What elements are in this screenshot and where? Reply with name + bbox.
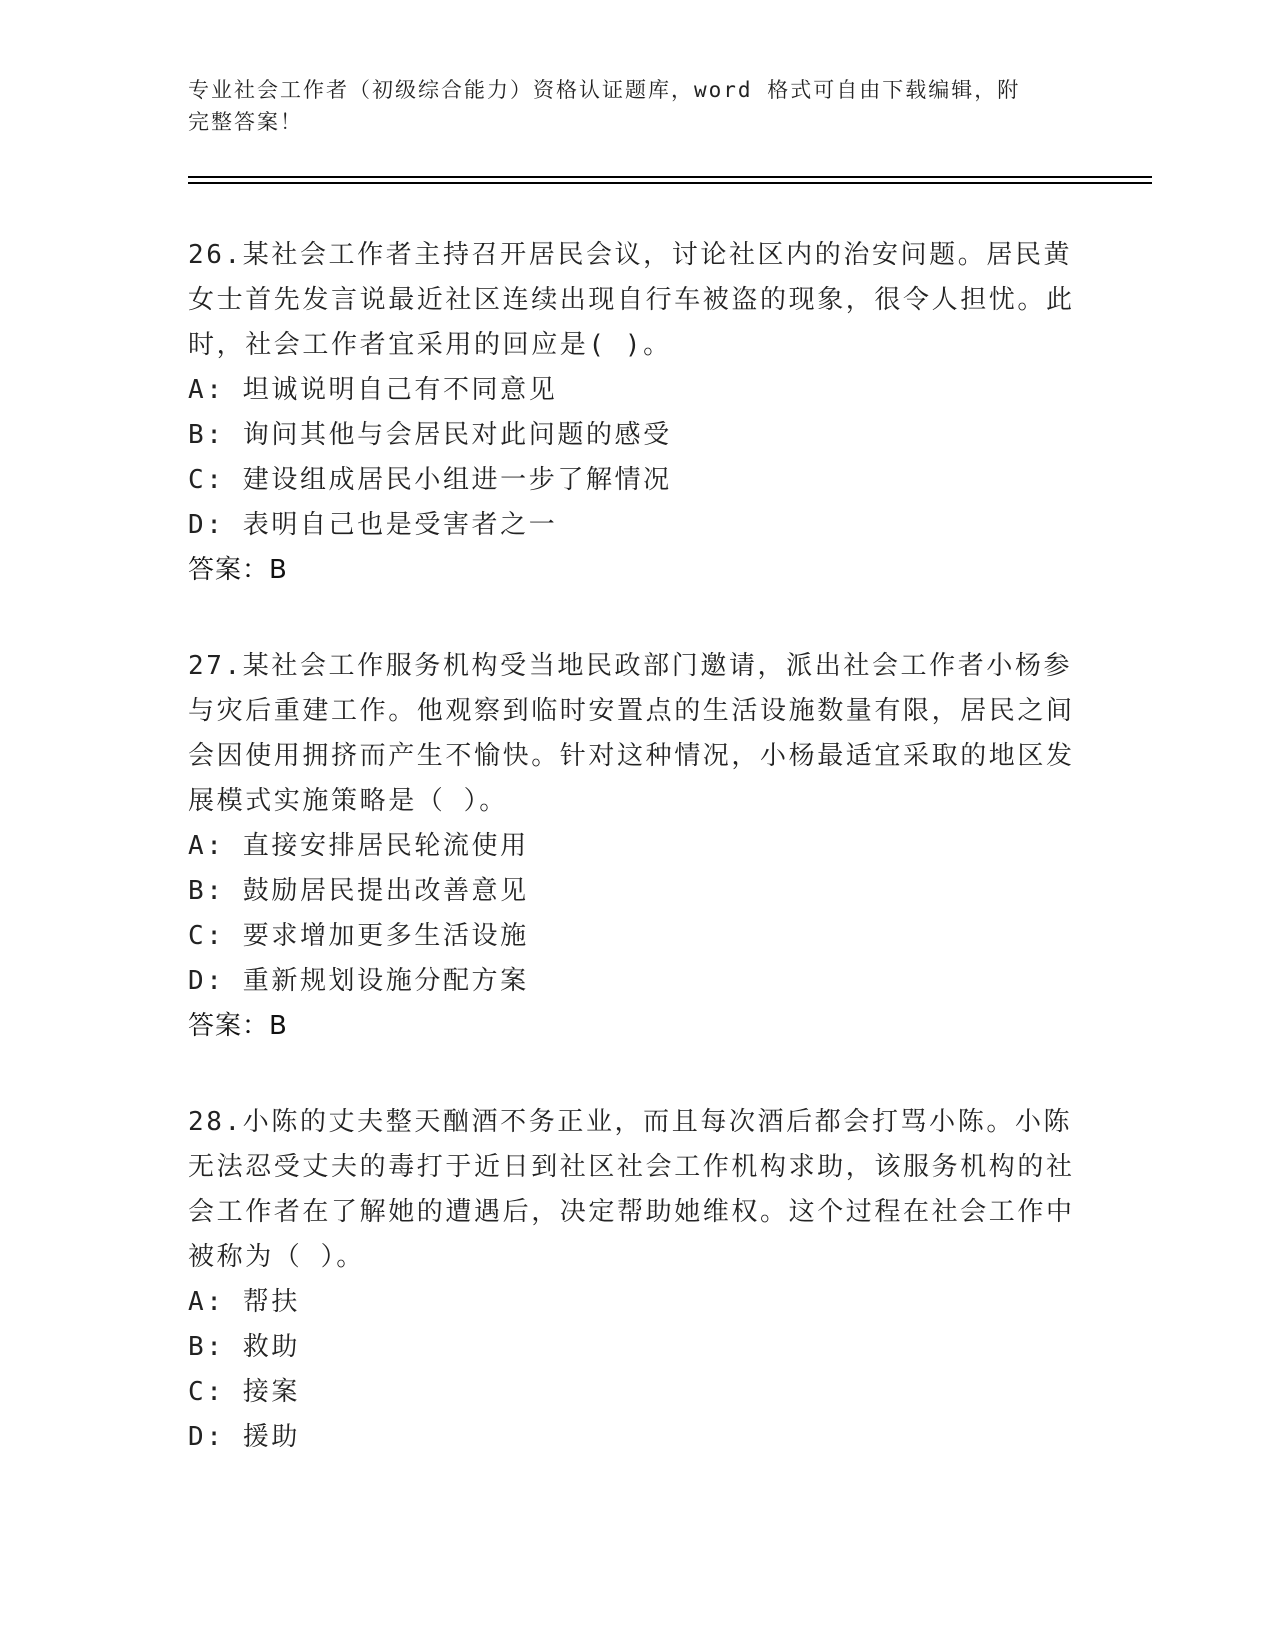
question-stem: 28.小陈的丈夫整天酗酒不务正业，而且每次酒后都会打骂小陈。小陈无法忍受丈夫的毒打于近日到社区社会工作机构求助，该服务机构的社会工作者在了解她的遭遇后，决定帮助她维权。这个过程在社会工作中被称为（ ）。 — [188, 1107, 1075, 1272]
option-a: A: 坦诚说明自己有不同意见 — [188, 375, 558, 405]
option-b: B: 鼓励居民提出改善意见 — [188, 876, 529, 906]
question-28 — [188, 1100, 1088, 1460]
option-d: D: 表明自己也是受害者之一 — [188, 510, 558, 540]
option-d: D: 重新规划设施分配方案 — [188, 966, 529, 996]
option-b: B: 询问其他与会居民对此问题的感受 — [188, 420, 672, 450]
header-divider-bottom — [188, 182, 1152, 184]
question-26 — [188, 233, 1088, 593]
header-divider-top — [188, 176, 1152, 178]
option-a: A: 帮扶 — [188, 1287, 300, 1317]
question-stem: 26.某社会工作者主持召开居民会议，讨论社区内的治安问题。居民黄女士首先发言说最近社区连续出现自行车被盗的现象，很令人担忧。此时，社会工作者宜采用的回应是( )。 — [188, 240, 1075, 360]
option-c: C: 建设组成居民小组进一步了解情况 — [188, 465, 672, 495]
option-c: C: 接案 — [188, 1377, 300, 1407]
header-line-2: 完整答案！ — [188, 110, 303, 134]
option-c: C: 要求增加更多生活设施 — [188, 921, 529, 951]
question-27 — [188, 644, 1088, 1049]
header-line-1: 专业社会工作者（初级综合能力）资格认证题库，word 格式可自由下载编辑，附 — [188, 78, 1021, 102]
option-b: B: 救助 — [188, 1332, 300, 1362]
answer-line: 答案：B — [188, 1011, 288, 1041]
option-a: A: 直接安排居民轮流使用 — [188, 831, 529, 861]
answer-line: 答案：B — [188, 555, 288, 585]
question-stem: 27.某社会工作服务机构受当地民政部门邀请，派出社会工作者小杨参与灾后重建工作。他观察到临时安置点的生活设施数量有限，居民之间会因使用拥挤而产生不愉快。针对这种情况，小杨最适宜采取的地区发展模式实施策略是（ ）。 — [188, 651, 1075, 816]
option-d: D: 援助 — [188, 1422, 300, 1452]
page-header — [188, 74, 1068, 138]
